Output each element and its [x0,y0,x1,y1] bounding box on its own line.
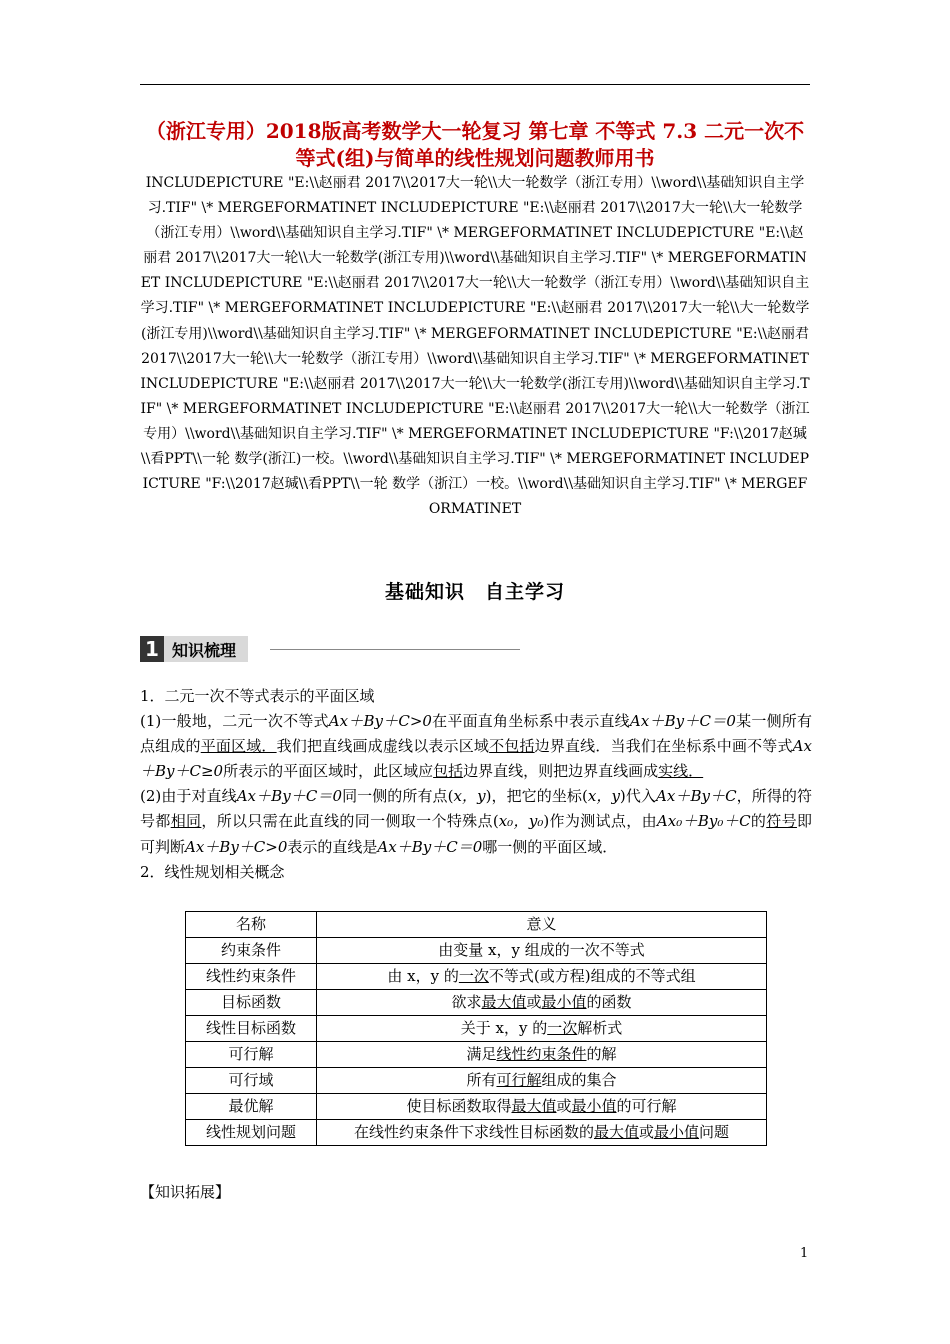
header-rule [140,84,810,85]
table-cell-meaning: 在线性约束条件下求线性目标函数的最大值或最小值问题 [317,1120,767,1146]
underlined-term: 平面区域． [200,737,277,756]
table-cell-meaning: 关于 x，y 的一次解析式 [317,1016,767,1042]
subsection-label: 知识梳理 [164,636,248,662]
includepicture-field-codes: INCLUDEPICTURE "E:\\赵丽君 2017\\2017大一轮\\大一轮数学（浙江专用）\\word\\基础知识自主学习.TIF" \* MERGEFORMATINET INCLUDEPICTURE "E:\\赵丽君 2017\\2017大一轮\\大一轮数学（浙江专用）\\word\\基础知识自主学习.TIF" \* MERGEFORMATINET INCLUDEPICTURE "E:\\赵丽君 2017\\2017大一轮\\大一轮数学(浙江专用)\\word\\基础知识自主学习.TIF" \* MERGEFORMATINET INCLUDEPICTURE "E:\\赵丽君 2017\\2017大一轮\\大一轮数学（浙江专用）\\word\\基础知识自主学习.TIF" \* MERGEFORMATINET INCLUDEPICTURE "E:\\赵丽君 2017\\2017大一轮\\大一轮数学(浙江专用)\\word\\基础知识自主学习.TIF" \* MERGEFORMATINET INCLUDEPICTURE "E:\\赵丽君 2017\\2017大一轮\\大一轮数学（浙江专用）\\word\\基础知识自主学习.TIF" \* MERGEFORMATINET INCLUDEPICTURE "E:\\赵丽君 2017\\2017大一轮\\大一轮数学(浙江专用)\\word\\基础知识自主学习.TIF" \* MERGEFORMATINET INCLUDEPICTURE "E:\\赵丽君 2017\\2017大一轮\\大一轮数学（浙江专用）\\word\\基础知识自主学习.TIF" \* MERGEFORMATINET INCLUDEPICTURE "F:\\2017赵瑊\\看PPT\\一轮 数学(浙江)一校。\\word\\基础知识自主学习.TIF" \* MERGEFORMATINET INCLUDEPICTURE "F:\\2017赵瑊\\看PPT\\一轮 数学（浙江）一校。\\word\\基础知识自主学习.TIF" \* MERGEFORMATINET [140,175,810,518]
table-cell-name: 约束条件 [186,938,317,964]
table-row [186,938,767,964]
subsection-number: 1 [140,636,164,662]
underlined-term: 不包括 [489,737,535,756]
table-cell-name: 最优解 [186,1094,317,1120]
underlined-term: 包括 [433,762,464,781]
table-cell-meaning: 所有可行解组成的集合 [317,1068,767,1094]
table-cell-name: 线性目标函数 [186,1016,317,1042]
page-number: 1 [800,1246,809,1261]
table-cell-meaning: 满足线性约束条件的解 [317,1042,767,1068]
table-cell-name: 可行解 [186,1042,317,1068]
table-header: 名称 [186,912,317,938]
table-cell-name: 线性约束条件 [186,964,317,990]
table-row [186,1042,767,1068]
body-text [140,684,812,885]
subsection-badge [140,636,248,662]
table-row [186,1016,767,1042]
table-cell-meaning: 欲求最大值或最小值的函数 [317,990,767,1016]
table-cell-meaning: 由变量 x，y 组成的一次不等式 [317,938,767,964]
table-cell-name: 目标函数 [186,990,317,1016]
concepts-table [185,911,767,1146]
underlined-term: 符号 [766,812,797,831]
table-header: 意义 [317,912,767,938]
table-header-row [186,912,767,938]
table-row [186,1120,767,1146]
p2-paragraph: (2)由于对直线Ax＋By＋C＝0同一侧的所有点(x，y)，把它的坐标(x，y)代入Ax＋By＋C，所得的符号都相同，所以只需在此直线的同一侧取一个特殊点(x₀，y₀)作为测试点，由Ax₀＋By₀＋C的符号即可判断Ax＋By＋C>0表示的直线是Ax＋By＋C＝0哪一侧的平面区域． [140,787,812,856]
knowledge-extension-label: 【知识拓展】 [140,1183,231,1201]
table-row [186,1094,767,1120]
table-row [186,964,767,990]
p1-heading: 1．二元一次不等式表示的平面区域 [140,687,375,705]
table-cell-meaning: 使目标函数取得最大值或最小值的可行解 [317,1094,767,1120]
table-cell-meaning: 由 x，y 的一次不等式(或方程)组成的不等式组 [317,964,767,990]
section-heading: 基础知识 自主学习 [384,581,565,603]
document-title: （浙江专用）2018版高考数学大一轮复习 第七章 不等式 7.3 二元一次不等式(组)与简单的线性规划问题教师用书 [145,119,805,170]
table-row [186,1068,767,1094]
table-cell-name: 可行域 [186,1068,317,1094]
subsection-rule [270,649,520,650]
p3-heading: 2．线性规划相关概念 [140,862,285,881]
underlined-term: 相同 [170,812,202,831]
table-cell-name: 线性规划问题 [186,1120,317,1146]
p1-paragraph: (1)一般地，二元一次不等式Ax＋By＋C>0在平面直角坐标系中表示直线Ax＋By＋C＝0某一侧所有点组成的平面区域．我们把直线画成虚线以表示区域不包括边界直线．当我们在坐标系中画不等式Ax＋By＋C≥0所表示的平面区域时，此区域应包括边界直线，则把边界直线画成实线． [140,712,812,781]
underlined-term: 实线． [658,762,704,781]
table-row [186,990,767,1016]
